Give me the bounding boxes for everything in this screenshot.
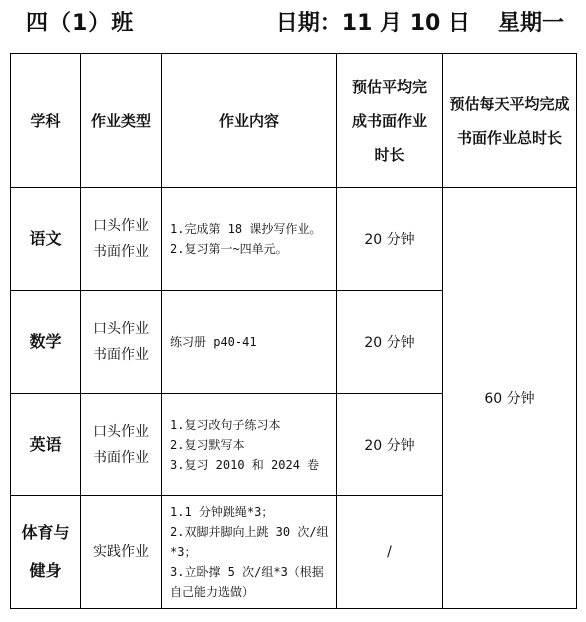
subject-cell: 体育与健身: [11, 496, 81, 609]
type-cell: [81, 394, 162, 496]
table-row: [11, 188, 577, 291]
time-cell: 20 分钟: [337, 188, 443, 291]
class-name: 四（1）班: [26, 11, 135, 36]
total-time-cell: 60 分钟: [443, 188, 577, 609]
type-label: 书面作业: [93, 244, 149, 260]
type-cell: [81, 291, 162, 394]
weekday-text: 星期一: [497, 11, 564, 36]
content-cell: [162, 188, 337, 291]
type-label: 书面作业: [93, 449, 149, 466]
col-header-total-time: 预估每天平均完成书面作业总时长: [443, 54, 577, 188]
type-label: 口头作业: [93, 218, 149, 234]
content-cell: [162, 496, 337, 609]
subject-cell: 数学: [11, 291, 81, 394]
time-cell: 20 分钟: [337, 394, 443, 496]
content-cell: [162, 394, 337, 496]
time-cell: 20 分钟: [337, 291, 443, 394]
subject-cell: 英语: [11, 394, 81, 496]
type-cell: [81, 496, 162, 609]
content-line: 3.复习 2010 和 2024 卷: [170, 457, 320, 472]
content-line: 2.复习默写本: [170, 437, 245, 452]
type-label: 口头作业: [93, 321, 149, 337]
date-line: [276, 6, 564, 37]
content-cell: [162, 291, 337, 394]
time-cell: /: [337, 496, 443, 609]
col-header-type: 作业类型: [81, 54, 162, 188]
col-header-content: 作业内容: [162, 54, 337, 188]
page-header: [0, 0, 586, 48]
content-line: 练习册 p40-41: [170, 335, 257, 349]
content-line: 1.复习改句子练习本: [170, 417, 281, 432]
content-line: 2.双脚并脚向上跳 30 次/组*3；: [170, 525, 329, 559]
content-line: 2.复习第一~四单元。: [170, 242, 288, 256]
date-text: 日期：11 月 10 日: [275, 11, 470, 36]
type-label: 口头作业: [93, 423, 149, 440]
subject-cell: 语文: [11, 188, 81, 291]
col-header-subject: 学科: [11, 54, 81, 188]
type-label: 书面作业: [93, 347, 149, 363]
col-header-time: 预估平均完成书面作业时长: [337, 54, 443, 188]
homework-table: [10, 53, 577, 609]
content-line: 3.立卧撑 5 次/组*3（根据自己能力选做）: [170, 565, 324, 599]
type-label: 实践作业: [93, 544, 149, 560]
table-header-row: [11, 54, 577, 188]
content-line: 1.1 分钟跳绳*3；: [170, 505, 274, 519]
content-line: 1.完成第 18 课抄写作业。: [170, 222, 322, 236]
type-cell: [81, 188, 162, 291]
